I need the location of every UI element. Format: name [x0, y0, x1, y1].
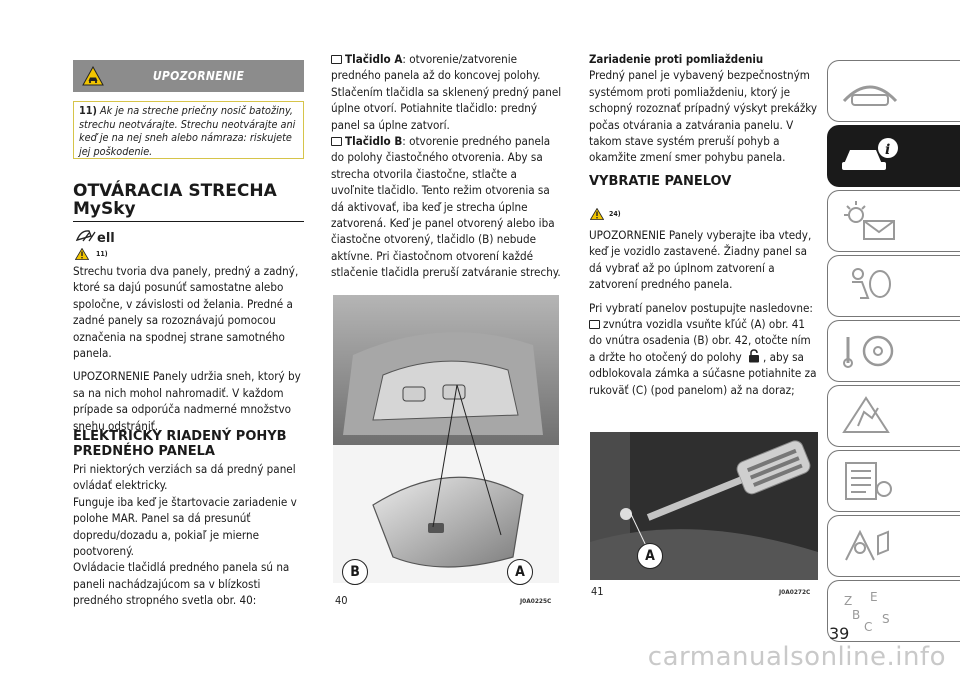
car-dashboard-icon — [838, 67, 902, 115]
figure-40-label-b: B — [342, 559, 368, 585]
car-info-icon — [838, 132, 902, 180]
sidebar-tab-multimedia[interactable] — [827, 515, 960, 577]
figure-41-number: 41 — [591, 585, 604, 598]
svg-text:i: i — [885, 142, 891, 158]
warning-ref: 11) — [79, 104, 97, 117]
multimedia-icon — [838, 522, 902, 570]
col3-body2 — [589, 227, 818, 398]
removing-panels-heading: VYBRATIE PANELOV — [589, 173, 732, 189]
anti-pinch-text: Predný panel je vybavený bezpečnostným systémom proti pomliaždeniu, ktorý je schopný rozoznať prípadný výskyt prekážky počas otvárania a zatvárania panelu. V takom stave systém preruší pohyb a okamžite zmení smer pohybu panela. — [589, 68, 818, 165]
padlock-open-icon — [748, 349, 760, 363]
svg-text:S: S — [882, 612, 890, 626]
figure-40-label-a: A — [507, 559, 533, 585]
step-1-text-a: zvnútra vozidla vsuňte kľúč (A) obr. 41 do vnútra osadenia (B) obr. 42, otočte ním a držte ho otočený do polohy — [589, 317, 811, 364]
button-square-icon — [331, 137, 342, 146]
section2-body — [73, 461, 306, 609]
svg-text:Z: Z — [844, 594, 853, 608]
anti-pinch-title: Zariadenie proti pomliaždeniu — [589, 52, 764, 66]
section2-para3: Ovládacie tlačidlá predného panela sú na paneli nachádzajúcom sa v blízkosti predného stropného svetla obr. 40: — [73, 560, 290, 608]
figure-40-image — [333, 295, 559, 583]
section1-para2: UPOZORNENIE Panely udržia sneh, ktorý by sa na nich mohol nahromadiť. V každom prípade sa odporúča nadmerné množstvo snehu odstrániť. — [73, 369, 301, 433]
figure-41-label-a: A — [637, 543, 663, 569]
sidebar-tab-car-info[interactable] — [827, 125, 960, 187]
button-b-description — [331, 133, 562, 281]
button-b-label: Tlačidlo B — [345, 134, 403, 149]
warning-triangle-icon — [75, 248, 89, 260]
col3-ref: 24) — [609, 210, 621, 218]
section1-body — [73, 263, 306, 434]
section1-heading — [73, 182, 304, 222]
removing-step-1 — [589, 316, 818, 398]
section1-title-line1: OTVÁRACIA STRECHA — [73, 181, 277, 201]
warning-text: Ak je na streche priečny nosič batožiny, strechu neotvárajte. Strechu neotvárajte ani keď je na nej sneh alebo námraza: riskujete jej poškodenie. — [79, 104, 296, 158]
section2-title-line1: ELEKTRICKY RIADENÝ POHYB — [73, 429, 287, 444]
sidebar-tab-driving[interactable] — [827, 320, 960, 382]
warning-box — [73, 101, 304, 159]
section2-para2: Funguje iba keď je štartovacie zariadenie v polohe MAR. Panel sa dá presunúť dopredu/dozadu a, pokiaľ je mierne pootvorený. — [73, 494, 297, 559]
warning-triangle-icon — [590, 208, 604, 220]
watermark: carmanualsonline.info — [647, 642, 946, 672]
button-a-text: : otvorenie/zatvorenie predného panela až do koncovej polohy. Stlačením tlačidla sa sklenený predný panel úplne otvorí. Potiahnite tlačidlo: predný panel sa úplne zatvorí. — [331, 52, 562, 132]
sidebar-tab-dashboard[interactable] — [827, 60, 960, 122]
section2-para1: Pri niektorých verziách sa dá predný panel ovládať elektricky. — [73, 462, 296, 493]
service-list-icon — [838, 457, 902, 505]
figure-41-code: J0A0272C — [779, 588, 811, 596]
warning-road-icon — [838, 392, 902, 440]
steering-key-icon — [838, 327, 902, 375]
sidebar-tab-emergency[interactable] — [827, 385, 960, 447]
svg-text:C: C — [864, 620, 873, 634]
lights-mail-icon — [838, 197, 902, 245]
figure-40-number: 40 — [335, 594, 348, 607]
airbag-person-icon — [838, 262, 902, 310]
button-square-icon — [331, 55, 342, 64]
section2-heading — [73, 430, 306, 459]
svg-text:B: B — [852, 608, 861, 622]
sidebar-tab-service[interactable] — [827, 450, 960, 512]
removing-intro-text: Pri vybratí panelov postupujte nasledovne: — [589, 300, 813, 315]
svg-text:ell: ell — [97, 231, 115, 245]
button-a-label: Tlačidlo A — [345, 52, 403, 66]
section1-ref: 11) — [96, 250, 108, 258]
figure-41-image — [590, 432, 818, 580]
sidebar-tab-lights[interactable] — [827, 190, 960, 252]
step-square-icon — [589, 320, 600, 329]
removing-warning-text: UPOZORNENIE Panely vyberajte iba vtedy, keď je vozidlo zastavené. Žiadny panel sa dá vybrať až po úplnom zatvorení a zatvorení predného panela. — [589, 228, 812, 292]
sunroof-symbol-icon — [75, 227, 119, 245]
sidebar-tab-safety[interactable] — [827, 255, 960, 317]
button-a-description — [331, 51, 562, 133]
warning-banner — [73, 60, 304, 92]
section1-title-line2: MySky — [73, 199, 136, 219]
section1-para1: Strechu tvoria dva panely, predný a zadný, ktoré sa dajú posunúť samostatne alebo spoločne, v závislosti od želania. Predné a zadné panely sa rozoznávajú pomocou označenia na spodnej strane samotného panela. — [73, 264, 299, 361]
button-b-text: : otvorenie predného panela do polohy čiastočného otvorenia. Aby sa strecha otvorila čiastočne, stlačte a uvoľnite tlačidlo. Tento režim otvorenia sa dá aktivovať, iba keď je strecha úplne zatvorená. Keď je panel otvorený alebo iba čiastočne otvorený, tlačidlo (B) nebude aktívne. Pri čiastočnom otvorení každé stlačenie tlačidla preruší zatváranie strechy. — [331, 134, 561, 280]
col2-body — [331, 51, 562, 281]
page-number: 39 — [829, 624, 850, 643]
col3-body — [589, 51, 818, 189]
step-1-text-b: , aby sa odblokovala zámka a súčasne potiahnite za rukoväť (C) (pod panelom) až na doraz; — [589, 349, 817, 397]
figure-40-code: J0A0225C — [520, 597, 552, 605]
warning-title: UPOZORNENIE — [152, 69, 245, 83]
section2-title-line2: PREDNÉHO PANELA — [73, 443, 215, 459]
svg-text:E: E — [870, 590, 878, 604]
